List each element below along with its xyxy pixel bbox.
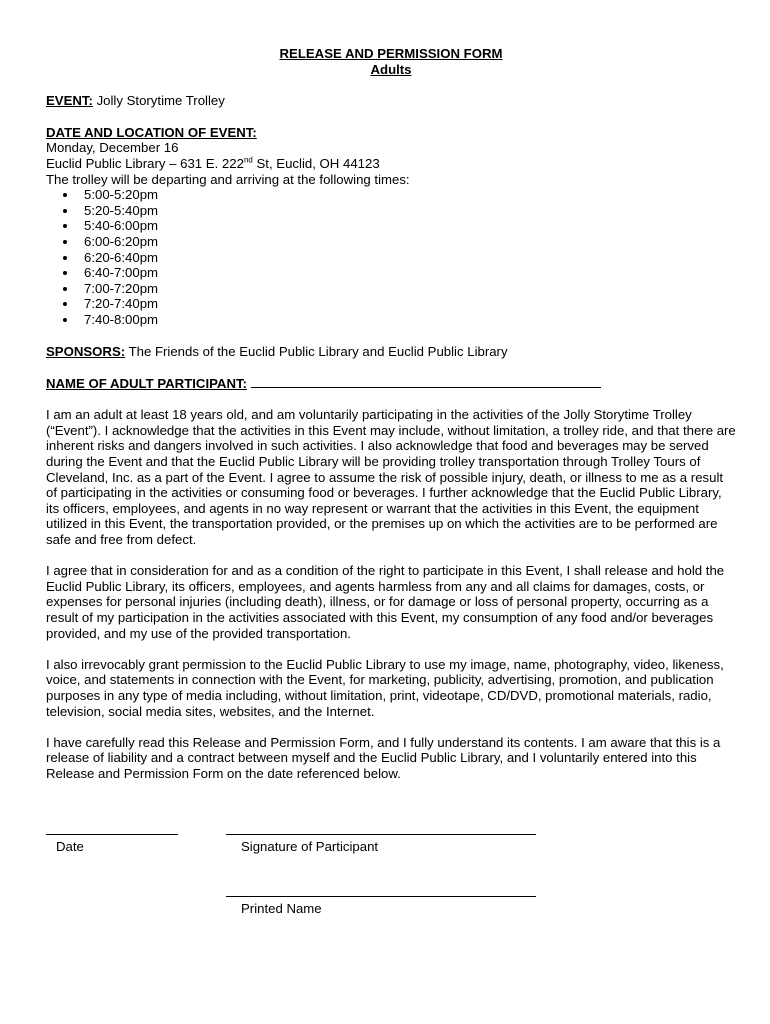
participant-name-field[interactable] [251, 375, 601, 388]
participant-name-line [46, 375, 736, 392]
time-slot: • 5:40-6:00pm [78, 218, 736, 234]
time-slot: • 5:00-5:20pm [78, 187, 736, 203]
departure-times-list [46, 187, 736, 327]
signature-caption: Signature of Participant [241, 839, 379, 854]
paragraph-agreement: I have carefully read this Release and Permission Form, and I fully understand its contents. I am aware that this is a release of liability and a contract between myself and the Euclid Public Library, and I voluntarily entered into this Release and Permission Form on the date referenced below. [46, 734, 721, 781]
event-label: EVENT: [46, 93, 93, 109]
participant-name-label: NAME OF ADULT PARTICIPANT: [46, 376, 247, 392]
paragraph-release: I agree that in consideration for and as a condition of the right to participate in this Event, I shall release and hold the Euclid Public Library, its officers, employees, and agents harmless from any and all claims for damages, costs, or expenses for personal injuries (including death), illness, or for damage or loss of personal property, occurring as a result of my participation in the activities associated with this Event, my consumption of any food and/or beverages provided, and my use of the provided transportation. [46, 563, 725, 641]
time-slot: • 7:00-7:20pm [78, 281, 736, 297]
release-form-document [46, 46, 736, 782]
address-prefix: Euclid Public Library – 631 E. 222 [46, 155, 244, 171]
printed-name-caption: Printed Name [241, 901, 322, 916]
time-slot: • 5:20-5:40pm [78, 203, 736, 219]
signature-field[interactable] [226, 834, 536, 835]
date-location-label: DATE AND LOCATION OF EVENT: [46, 124, 257, 140]
signature-block [226, 834, 536, 855]
event-date: Monday, December 16 [46, 140, 179, 156]
sponsors-label: SPONSORS: [46, 343, 126, 359]
date-caption: Date [56, 839, 84, 854]
form-subtitle: Adults [370, 61, 412, 77]
sponsors-line [46, 344, 736, 360]
date-signature-block [46, 834, 178, 855]
printed-name-field[interactable] [226, 896, 536, 897]
time-slot: • 7:40-8:00pm [78, 312, 736, 328]
address-superscript: nd [243, 155, 253, 165]
event-line [46, 93, 736, 109]
date-field[interactable] [46, 834, 178, 835]
event-value: Jolly Storytime Trolley [96, 93, 225, 109]
time-slot: • 6:00-6:20pm [78, 234, 736, 250]
form-title: RELEASE AND PERMISSION FORM [279, 46, 503, 61]
time-slot: • 6:40-7:00pm [78, 265, 736, 281]
paragraph-permission: I also irrevocably grant permission to the Euclid Public Library to use my image, name, photography, video, likeness, voice, and statements in connection with the Event, for marketing, publicity, advertising, promotion, and publication purposes in any type of media including, without limitation, print, videotape, CD/DVD, promotional materials, radio, television, social media sites, websites, and the Internet. [46, 656, 724, 719]
paragraph-acknowledgement: I am an adult at least 18 years old, and am voluntarily participating in the activities of the Jolly Storytime Trolley (“Event”). I acknowledge that the activities in this Event may include, without limitation, a trolley ride, and that there are inherent risks and dangers involved in such activities. I also acknowledge that food and beverages may be served during the Event and that the Euclid Public Library will be providing trolley transportation through Trolley Tours of Cleveland, Inc. as a part of the Event. I agree to assume the risk of possible injury, death, or illness to me as a result of participating in the activities or consuming food or beverages. I further acknowledge that the Euclid Public Library, its officers, employees, and agents in no way represent or warrant that the activities in this Event, the equipment utilized in this Event, the transportation provided, or the premises up on which the activities are to be performed are safe and free from defect. [46, 407, 736, 548]
sponsors-value: The Friends of the Euclid Public Library and Euclid Public Library [128, 343, 508, 359]
event-address [46, 156, 736, 172]
time-slot: • 6:20-6:40pm [78, 250, 736, 266]
address-suffix: St, Euclid, OH 44123 [252, 155, 380, 171]
time-slot: • 7:20-7:40pm [78, 296, 736, 312]
date-location-section [46, 125, 736, 328]
times-intro: The trolley will be departing and arriving at the following times: [46, 171, 410, 187]
printed-name-block [226, 896, 536, 917]
